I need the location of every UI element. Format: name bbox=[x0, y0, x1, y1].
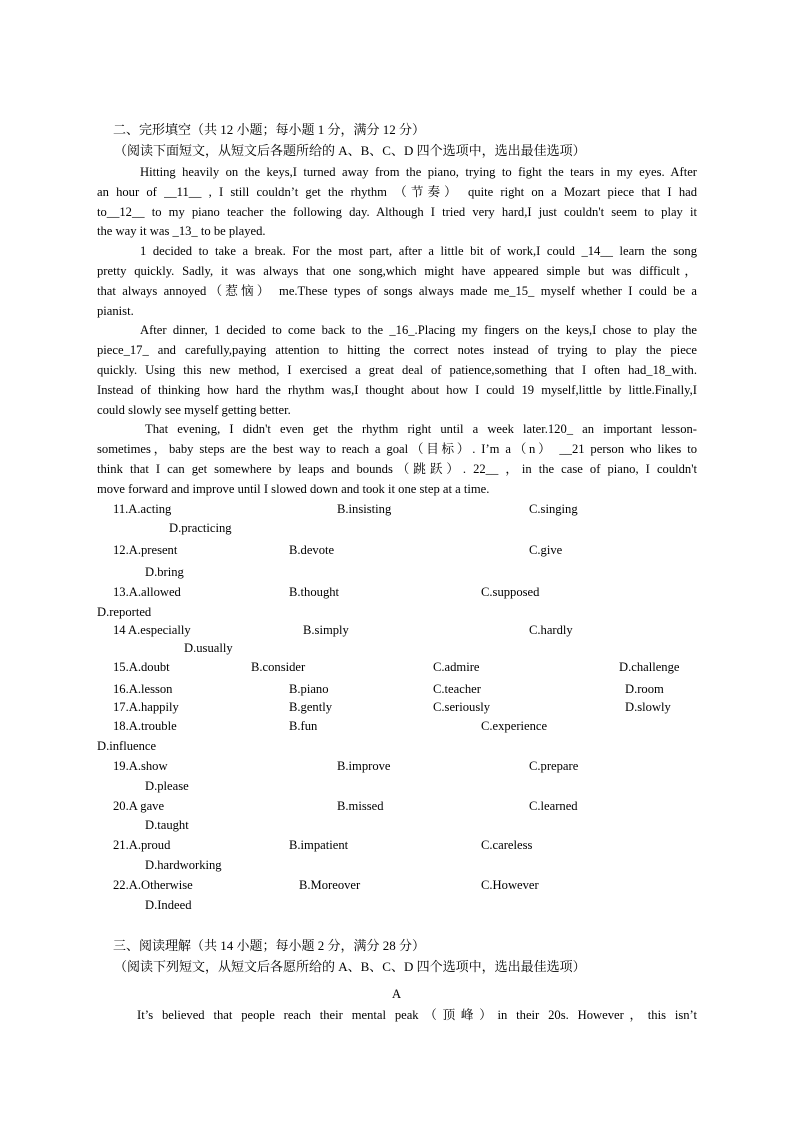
option-12-a: 12.A.present bbox=[113, 543, 178, 557]
passage-line: could slowly see myself getting better. bbox=[97, 403, 291, 417]
passage-line: piece_17_ and carefully,paying attention to hitting the correct notes instead of trying to play the piece bbox=[97, 343, 697, 357]
option-18-a: 18.A.trouble bbox=[113, 719, 177, 733]
passage-line: to__12__ to my piano teacher the following day. Although I tried very hard,I just couldn't seem to play it bbox=[97, 205, 697, 219]
option-21-b: B.impatient bbox=[289, 838, 349, 852]
option-13-a: 13.A.allowed bbox=[113, 585, 181, 599]
option-11-c: C.singing bbox=[529, 502, 578, 516]
option-21-a: 21.A.proud bbox=[113, 838, 171, 852]
option-17-a: 17.A.happily bbox=[113, 700, 179, 714]
option-17-b: B.gently bbox=[289, 700, 333, 714]
option-22-c: C.However bbox=[481, 878, 539, 892]
option-12-c: C.give bbox=[529, 543, 563, 557]
option-11-d: D.practicing bbox=[169, 521, 232, 535]
option-19-a: 19.A.show bbox=[113, 759, 168, 773]
option-18-c: C.experience bbox=[481, 719, 548, 733]
option-12-d: D.bring bbox=[145, 565, 184, 579]
option-17-d: D.slowly bbox=[625, 700, 671, 714]
option-22-a: 22.A.Otherwise bbox=[113, 878, 193, 892]
section2-heading: 二、完形填空（共 12 小题；每小题 1 分，满分 12 分） bbox=[113, 122, 426, 137]
passage-line: that always annoyed（惹恼） me.These types of songs always made me_15_ myself whether I could be a bbox=[97, 284, 697, 298]
option-15-c: C.admire bbox=[433, 660, 480, 674]
option-15-b: B.consider bbox=[251, 660, 306, 674]
passage-line: Hitting heavily on the keys,I turned away from the piano, trying to fight the tears in my eyes. After bbox=[140, 165, 697, 179]
option-18-d: D.influence bbox=[97, 739, 157, 753]
option-14-d: D.usually bbox=[184, 641, 233, 655]
option-20-b: B.missed bbox=[337, 799, 384, 813]
option-20-d: D.taught bbox=[145, 818, 189, 832]
passage-line: an hour of __11__ , I still couldn’t get the rhythm （节奏） quite right on a Mozart piece that I had bbox=[97, 185, 697, 199]
option-18-b: B.fun bbox=[289, 719, 318, 733]
passage-line: move forward and improve until I slowed down and took it one step at a time. bbox=[97, 482, 490, 496]
option-19-c: C.prepare bbox=[529, 759, 579, 773]
option-15-d: D.challenge bbox=[619, 660, 680, 674]
option-22-d: D.Indeed bbox=[145, 898, 192, 912]
passage-line: pianist. bbox=[97, 304, 134, 318]
passage-label: A bbox=[391, 987, 402, 1001]
option-19-b: B.improve bbox=[337, 759, 391, 773]
option-13-d: D.reported bbox=[97, 605, 152, 619]
passage-line: Instead of thinking how hard the rhythm was,I thought about how I could 19 myself,little by little.Finally,I bbox=[97, 383, 697, 397]
passage-line: the way it was _13_ to be played. bbox=[97, 224, 266, 238]
option-16-c: C.teacher bbox=[433, 682, 481, 696]
passage-line: 1 decided to take a break. For the most part, after a little bit of work,I could _14__ learn the song bbox=[140, 244, 697, 258]
option-13-c: C.supposed bbox=[481, 585, 540, 599]
option-21-d: D.hardworking bbox=[145, 858, 222, 872]
passage-line: quickly. Using this new method, I exercised a great deal of patience,something that I often had_18_with. bbox=[97, 363, 697, 377]
passage-line: sometimes，baby steps are the best way to reach a goal（目标）. I’m a（n） __21 person who likes to bbox=[97, 442, 697, 456]
passage-line: pretty quickly. Sadly, it was always that one song,which might have appeared simple but was difficult， bbox=[97, 264, 697, 278]
option-13-b: B.thought bbox=[289, 585, 340, 599]
option-14-c: C.hardly bbox=[529, 623, 573, 637]
option-14-b: B.simply bbox=[303, 623, 349, 637]
option-17-c: C.seriously bbox=[433, 700, 491, 714]
option-22-b: B.Moreover bbox=[299, 878, 361, 892]
option-11-b: B.insisting bbox=[337, 502, 392, 516]
passage-line: think that I can get somewhere by leaps and bounds（跳跃）. 22__ ，in the case of piano, I couldn't bbox=[97, 462, 697, 476]
option-16-b: B.piano bbox=[289, 682, 329, 696]
option-19-d: D.please bbox=[145, 779, 189, 793]
option-12-b: B.devote bbox=[289, 543, 335, 557]
option-15-a: 15.A.doubt bbox=[113, 660, 170, 674]
option-14-a: 14 A.especially bbox=[113, 623, 191, 637]
section2-instruction: （阅读下面短文，从短文后各题所给的 A、B、C、D 四个选项中，选出最佳选项） bbox=[114, 143, 586, 158]
passage-line: That evening, I didn't even get the rhythm right until a week later.120_ an important lesson- bbox=[145, 422, 697, 436]
option-20-a: 20.A gave bbox=[113, 799, 165, 813]
section3-first-line: It’s believed that people reach their mental peak（顶峰）in their 20s. However，this isn’t bbox=[137, 1008, 697, 1022]
option-16-d: D.room bbox=[625, 682, 664, 696]
passage-line: After dinner, 1 decided to come back to the _16_.Placing my fingers on the keys,I chose to play the bbox=[140, 323, 697, 337]
option-11-a: 11.A.acting bbox=[113, 502, 172, 516]
section3-instruction: （阅读下列短文，从短文后各愿所给的 A、B、C、D 四个选项中，选出最佳选项） bbox=[114, 959, 586, 974]
section3-heading: 三、阅读理解（共 14 小题；每小题 2 分，满分 28 分） bbox=[113, 938, 426, 953]
option-21-c: C.careless bbox=[481, 838, 533, 852]
option-20-c: C.learned bbox=[529, 799, 578, 813]
option-16-a: 16.A.lesson bbox=[113, 682, 173, 696]
